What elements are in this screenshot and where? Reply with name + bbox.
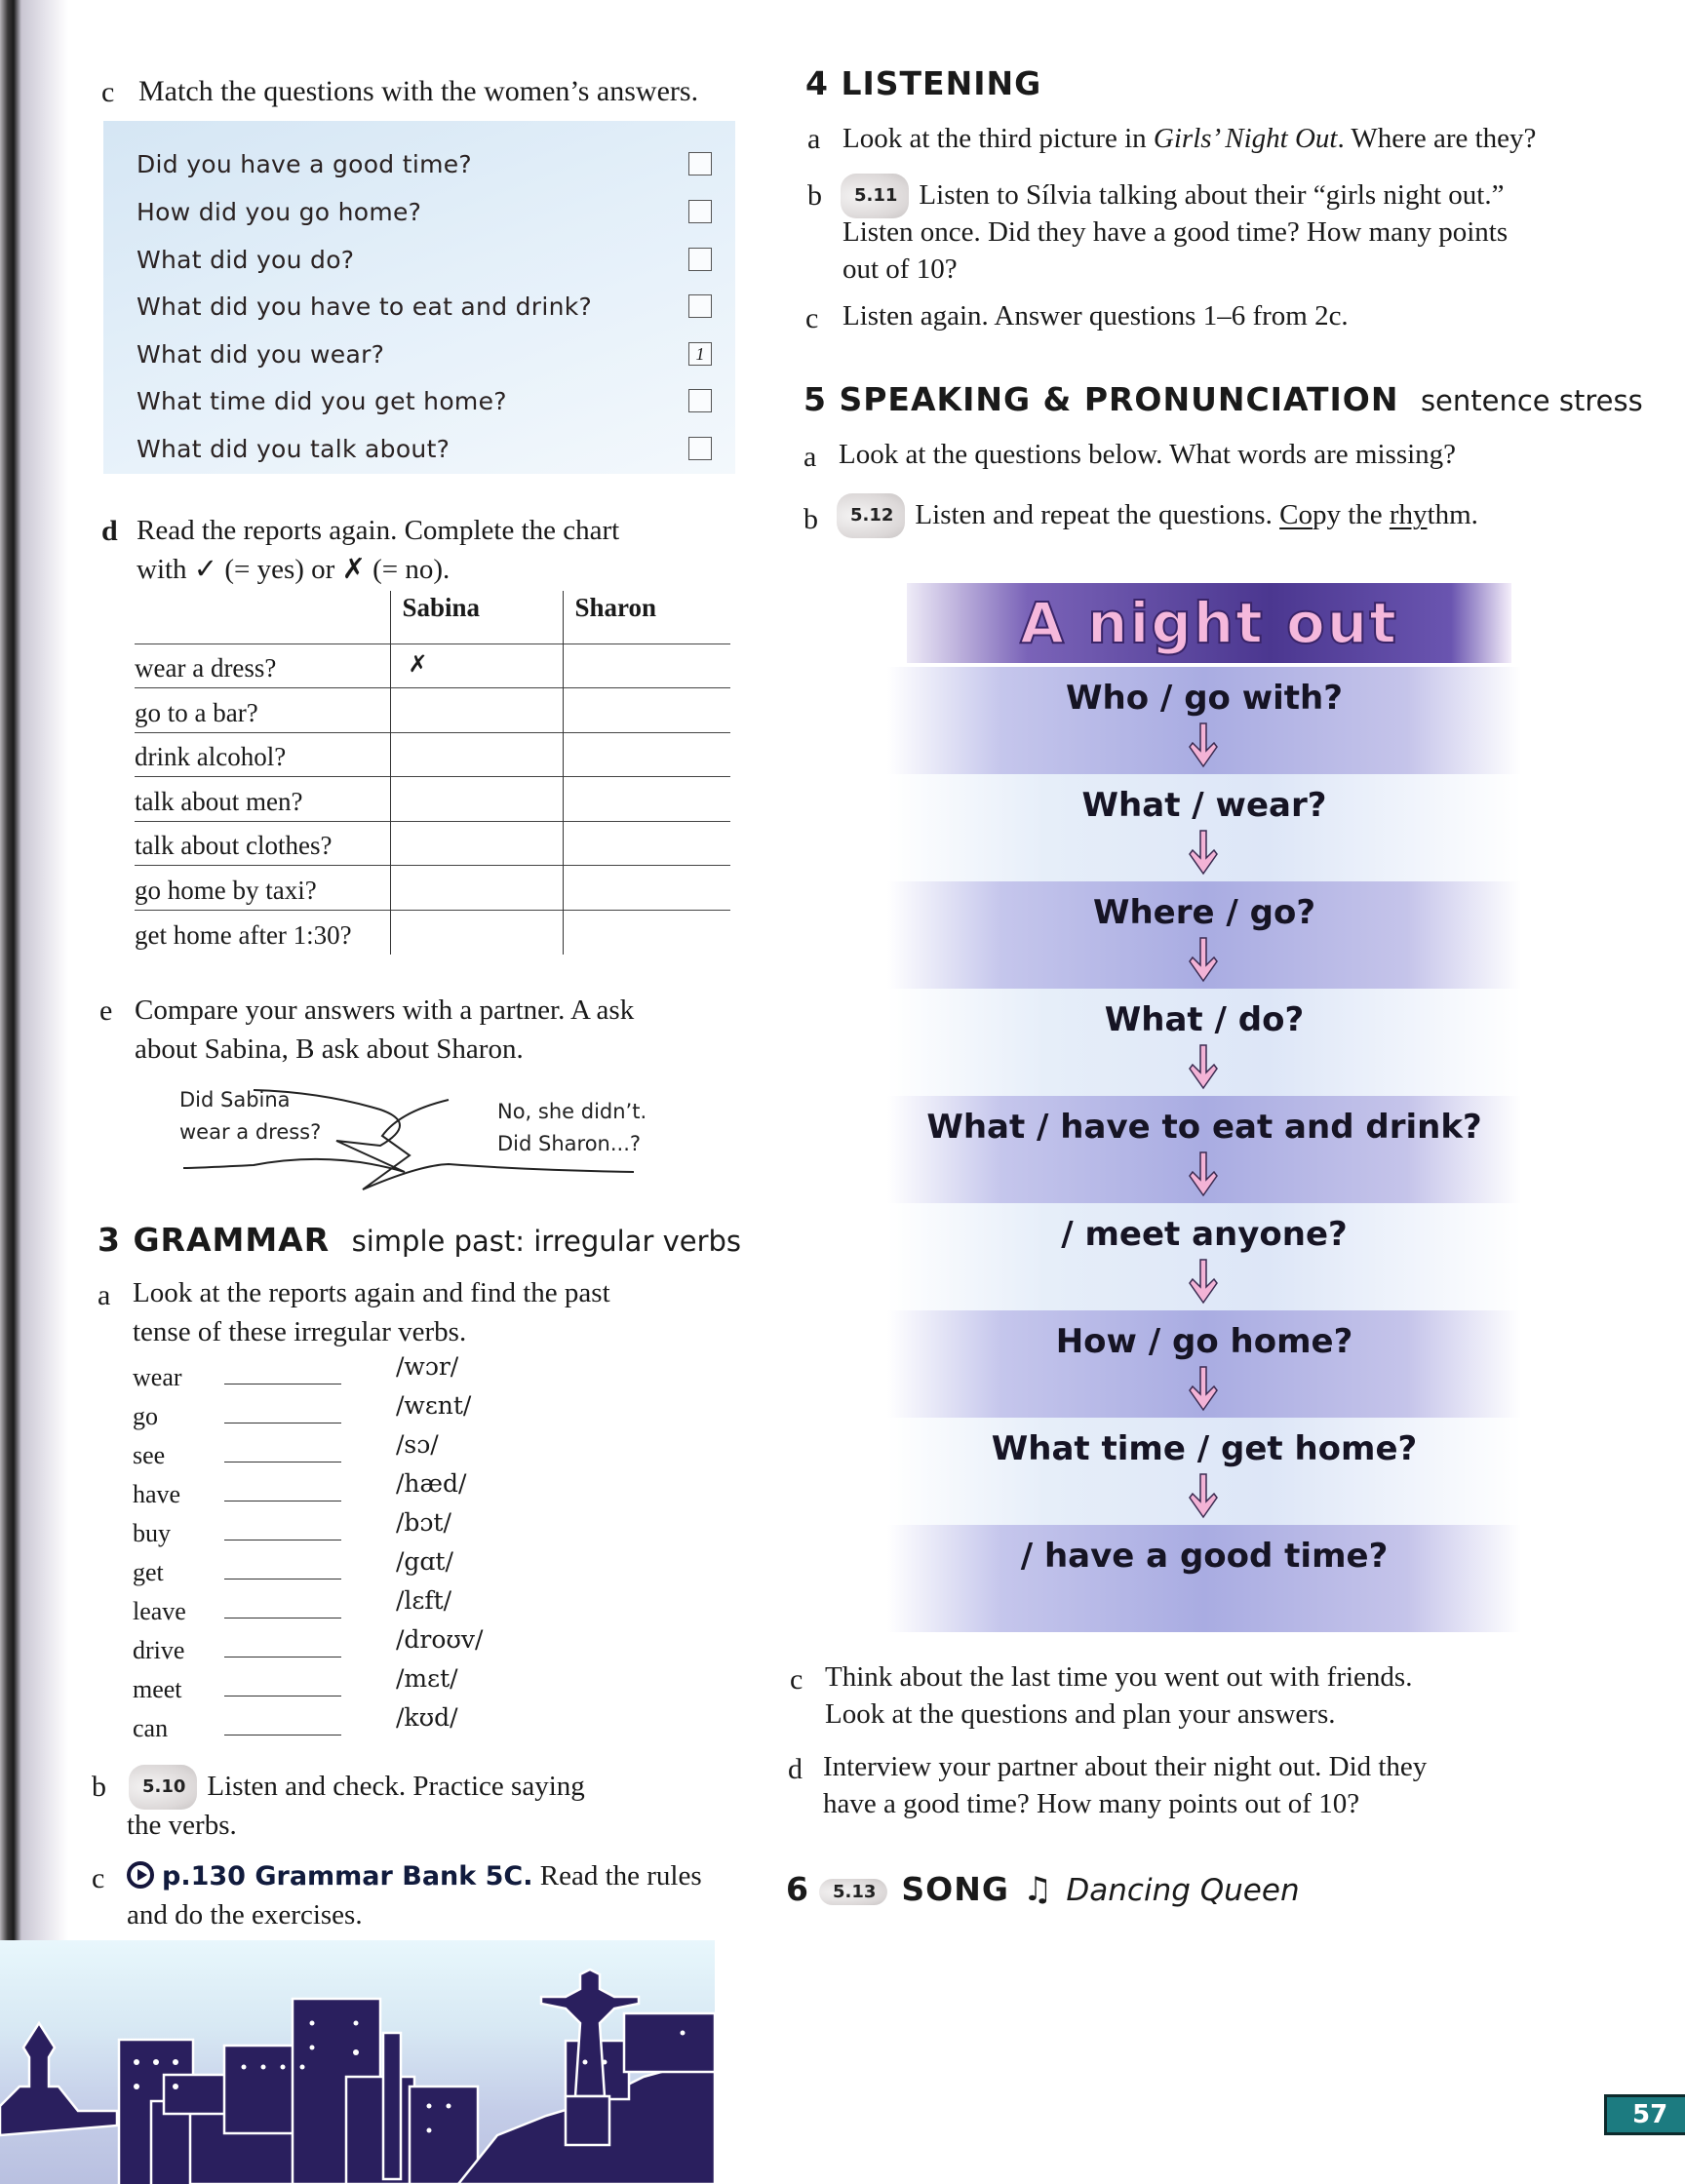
section-subtitle: simple past: irregular verbs bbox=[351, 1225, 742, 1258]
table-row bbox=[135, 644, 730, 688]
answer-line[interactable] bbox=[224, 1579, 341, 1580]
sabina-cell[interactable] bbox=[390, 732, 563, 777]
verb-base: go bbox=[133, 1402, 158, 1430]
section-number: 6 bbox=[786, 1870, 809, 1908]
row-label: go to a bar? bbox=[135, 688, 390, 733]
verb-ipa: /sɔ/ bbox=[396, 1430, 439, 1459]
instruction-3c-line1 bbox=[127, 1856, 702, 1896]
table-row bbox=[135, 777, 730, 822]
answer-box[interactable]: 1 bbox=[688, 342, 712, 366]
bubble-b-line1: No, she didn’t. bbox=[497, 1100, 647, 1123]
instruction-3a-line1: Look at the reports again and find the past bbox=[133, 1277, 610, 1308]
audio-track-badge[interactable]: 5.12 bbox=[837, 493, 905, 538]
answer-box[interactable] bbox=[688, 437, 712, 460]
verb-ipa: /lɛft/ bbox=[396, 1586, 452, 1615]
text: Look at the third picture in bbox=[842, 123, 1154, 154]
answer-line[interactable] bbox=[224, 1501, 341, 1502]
item-letter: e bbox=[99, 994, 113, 1027]
verb-row bbox=[133, 1548, 503, 1587]
prompt-question: What time / get home? bbox=[991, 1429, 1418, 1468]
match-row bbox=[137, 435, 712, 474]
prompt-question: Where / go? bbox=[1092, 893, 1316, 932]
instruction-5b bbox=[831, 493, 1478, 538]
bubble-a-line2: wear a dress? bbox=[179, 1120, 322, 1144]
match-question: What did you have to eat and drink? bbox=[137, 292, 593, 321]
sharon-cell[interactable] bbox=[563, 688, 730, 733]
instruction-2d-line1: Read the reports again. Complete the chart bbox=[137, 515, 620, 546]
section-title: GRAMMAR bbox=[133, 1221, 331, 1259]
instruction-5c-line1: Think about the last time you went out with friends. bbox=[825, 1661, 1413, 1693]
instruction-2c: Match the questions with the women’s answers. bbox=[138, 75, 699, 107]
prompt-question: How / go home? bbox=[1055, 1322, 1353, 1361]
chart-header-sabina: Sabina bbox=[390, 591, 563, 644]
panel-title: A night out bbox=[1020, 590, 1398, 656]
item-letter: b bbox=[803, 503, 818, 535]
prompt-question: What / do? bbox=[1104, 1000, 1305, 1039]
item-letter: c bbox=[790, 1663, 803, 1696]
page-number-badge: 57 bbox=[1604, 2094, 1685, 2135]
verb-ipa: /droʊv/ bbox=[396, 1625, 484, 1654]
section-heading bbox=[805, 64, 1041, 102]
sharon-cell[interactable] bbox=[563, 910, 730, 955]
music-note-icon: ♫ bbox=[1022, 1870, 1053, 1909]
item-letter: a bbox=[807, 123, 821, 155]
prompt-question: Who / go with? bbox=[1066, 679, 1343, 718]
section-title: SPEAKING & PRONUNCIATION bbox=[839, 380, 1399, 418]
section-heading bbox=[803, 380, 1643, 418]
arrow-down-icon bbox=[1189, 1043, 1218, 1092]
verb-ipa: /kʊd/ bbox=[396, 1703, 458, 1732]
book-spine-shadow bbox=[0, 0, 68, 2184]
verb-ipa: /bɔt/ bbox=[396, 1508, 451, 1537]
audio-track-badge[interactable]: 5.13 bbox=[819, 1879, 887, 1905]
section-number: 4 bbox=[805, 64, 829, 102]
instruction-5a: Look at the questions below. What words are missing? bbox=[839, 439, 1457, 470]
instruction-3b-line2: the verbs. bbox=[127, 1810, 237, 1841]
answer-line[interactable] bbox=[224, 1735, 341, 1736]
verb-ipa: /hæd/ bbox=[396, 1469, 467, 1498]
arrow-down-icon bbox=[1189, 1150, 1218, 1199]
match-row bbox=[137, 150, 712, 189]
sharon-cell[interactable] bbox=[563, 644, 730, 688]
verb-base: have bbox=[133, 1480, 181, 1508]
audio-track-badge[interactable]: 5.10 bbox=[129, 1765, 197, 1810]
match-row bbox=[137, 387, 712, 426]
sharon-cell[interactable] bbox=[563, 777, 730, 822]
verb-ipa: /wɔr/ bbox=[396, 1352, 459, 1381]
title-reference: Girls’ Night Out bbox=[1153, 123, 1338, 154]
arrow-down-icon bbox=[1189, 1258, 1218, 1306]
verb-base: meet bbox=[133, 1675, 182, 1703]
night-out-question-panel bbox=[887, 575, 1521, 1638]
table-row bbox=[135, 821, 730, 866]
chart-header-sharon: Sharon bbox=[563, 591, 730, 644]
prompt-question: / meet anyone? bbox=[1061, 1215, 1348, 1254]
text: thm. bbox=[1427, 499, 1478, 530]
section-title: LISTENING bbox=[841, 64, 1042, 102]
verb-row bbox=[133, 1353, 503, 1392]
verb-base: drive bbox=[133, 1636, 185, 1664]
verb-base: can bbox=[133, 1714, 169, 1742]
bubble-b-line2: Did Sharon...? bbox=[497, 1132, 642, 1155]
instruction-4c: Listen again. Answer questions 1–6 from 2c. bbox=[842, 300, 1349, 332]
verb-base: buy bbox=[133, 1519, 171, 1547]
city-skyline-illustration bbox=[0, 1940, 715, 2184]
verb-ipa: /mɛt/ bbox=[396, 1664, 458, 1693]
verb-row bbox=[133, 1509, 503, 1548]
answer-box[interactable] bbox=[688, 200, 712, 223]
section-heading bbox=[98, 1221, 741, 1259]
verb-row bbox=[133, 1392, 503, 1431]
row-label: wear a dress? bbox=[135, 644, 390, 688]
match-row bbox=[137, 198, 712, 237]
answer-box[interactable] bbox=[688, 248, 712, 271]
chart-header-blank bbox=[135, 591, 390, 644]
verb-row bbox=[133, 1587, 503, 1626]
verb-ipa: /gɑt/ bbox=[396, 1547, 453, 1576]
text: Listen and repeat the questions. bbox=[915, 499, 1280, 530]
item-letter: c bbox=[92, 1862, 105, 1894]
sharon-cell[interactable] bbox=[563, 866, 730, 911]
skyline-icon bbox=[0, 1940, 715, 2184]
answer-box[interactable] bbox=[688, 152, 712, 176]
answer-box[interactable] bbox=[688, 389, 712, 412]
row-label: get home after 1:30? bbox=[135, 910, 390, 955]
text: Listen to Sílvia talking about their “girls night out.” bbox=[919, 179, 1505, 211]
match-question: What did you wear? bbox=[137, 340, 385, 369]
instruction-3c-text: Read the rules bbox=[539, 1860, 702, 1892]
sabina-cell[interactable] bbox=[390, 866, 563, 911]
item-letter: d bbox=[101, 515, 118, 547]
chart-header-row bbox=[135, 591, 730, 644]
item-letter: b bbox=[807, 179, 822, 212]
verb-base: leave bbox=[133, 1597, 186, 1625]
section-6-song bbox=[786, 1870, 1300, 1909]
answer-line[interactable] bbox=[224, 1423, 341, 1424]
instruction-3a-line2: tense of these irregular verbs. bbox=[133, 1316, 467, 1347]
match-questions-box bbox=[103, 121, 735, 474]
instruction-5d-line1: Interview your partner about their night out. Did they bbox=[823, 1751, 1428, 1782]
instruction-3b-text: Listen and check. Practice saying bbox=[207, 1771, 585, 1802]
section-subtitle: sentence stress bbox=[1420, 384, 1643, 417]
table-row bbox=[135, 910, 730, 955]
verb-row bbox=[133, 1626, 503, 1665]
instruction-3c-line2: and do the exercises. bbox=[127, 1899, 363, 1930]
sabina-cell[interactable]: ✗ bbox=[390, 644, 563, 688]
match-question: What time did you get home? bbox=[137, 387, 507, 415]
item-letter: c bbox=[101, 76, 115, 108]
table-row bbox=[135, 688, 730, 733]
row-label: talk about men? bbox=[135, 777, 390, 822]
answer-line[interactable] bbox=[224, 1657, 341, 1658]
verb-base: see bbox=[133, 1441, 166, 1469]
item-letter: a bbox=[98, 1279, 111, 1311]
verb-row bbox=[133, 1665, 503, 1704]
verb-row bbox=[133, 1431, 503, 1470]
arrow-right-circle-icon bbox=[127, 1861, 154, 1889]
verb-base: wear bbox=[133, 1363, 182, 1391]
item-letter: b bbox=[92, 1771, 106, 1803]
match-question: How did you go home? bbox=[137, 198, 422, 226]
table-row bbox=[135, 866, 730, 911]
instruction-5d-line2: have a good time? How many points out of 10? bbox=[823, 1788, 1360, 1819]
sabina-cell[interactable] bbox=[390, 910, 563, 955]
section-number: 3 bbox=[98, 1221, 121, 1259]
match-question: What did you talk about? bbox=[137, 435, 451, 463]
stressed-syllable: Co bbox=[1279, 499, 1313, 530]
row-label: drink alcohol? bbox=[135, 732, 390, 777]
arrow-down-icon bbox=[1189, 722, 1218, 770]
verb-ipa: /wɛnt/ bbox=[396, 1391, 472, 1420]
verb-row bbox=[133, 1470, 503, 1509]
panel-title-banner bbox=[907, 583, 1511, 663]
instruction-3b-line1 bbox=[123, 1765, 585, 1810]
match-question: What did you do? bbox=[137, 246, 355, 274]
arrow-down-icon bbox=[1189, 936, 1218, 985]
prompt-question: What / have to eat and drink? bbox=[926, 1108, 1482, 1147]
grammar-bank-link[interactable]: p.130 Grammar Bank 5C. bbox=[162, 1861, 533, 1892]
bubble-a-line1: Did Sabina bbox=[179, 1088, 291, 1112]
prompt-question: What / wear? bbox=[1081, 786, 1327, 825]
sabina-sharon-chart bbox=[135, 591, 730, 955]
stressed-syllable: rhy bbox=[1389, 499, 1428, 530]
instruction-2e-line1: Compare your answers with a partner. A ask bbox=[135, 994, 635, 1026]
verb-row bbox=[133, 1704, 503, 1743]
match-row bbox=[137, 246, 712, 285]
item-letter: a bbox=[803, 441, 817, 473]
audio-track-badge[interactable]: 5.11 bbox=[841, 174, 909, 218]
text: py the bbox=[1312, 499, 1390, 530]
arrow-down-icon bbox=[1189, 1365, 1218, 1414]
instruction-4b-line3: out of 10? bbox=[842, 254, 958, 285]
sabina-cell[interactable] bbox=[390, 777, 563, 822]
match-row bbox=[137, 340, 712, 379]
instruction-4a bbox=[842, 119, 1536, 158]
sabina-cell[interactable] bbox=[390, 821, 563, 866]
sabina-cell[interactable] bbox=[390, 688, 563, 733]
text: . Where are they? bbox=[1337, 123, 1537, 154]
match-row bbox=[137, 292, 712, 332]
row-label: go home by taxi? bbox=[135, 866, 390, 911]
item-letter: c bbox=[805, 302, 819, 334]
instruction-4b-line2: Listen once. Did they have a good time? How many points bbox=[842, 216, 1509, 248]
row-label: talk about clothes? bbox=[135, 821, 390, 866]
verb-base: get bbox=[133, 1558, 164, 1586]
table-row bbox=[135, 732, 730, 777]
sharon-cell[interactable] bbox=[563, 821, 730, 866]
match-question: Did you have a good time? bbox=[137, 150, 472, 178]
instruction-2d-line2: with ✓ (= yes) or ✗ (= no). bbox=[137, 554, 451, 585]
answer-box[interactable] bbox=[688, 294, 712, 318]
arrow-down-icon bbox=[1189, 1472, 1218, 1521]
sharon-cell[interactable] bbox=[563, 732, 730, 777]
item-letter: d bbox=[788, 1753, 803, 1785]
section-title: SONG bbox=[901, 1870, 1009, 1908]
instruction-5c-line2: Look at the questions and plan your answers. bbox=[825, 1698, 1336, 1730]
prompt-question: / have a good time? bbox=[1020, 1537, 1389, 1576]
song-title: Dancing Queen bbox=[1066, 1873, 1300, 1908]
section-number: 5 bbox=[803, 380, 827, 418]
instruction-2e-line2: about Sabina, B ask about Sharon. bbox=[135, 1034, 524, 1065]
arrow-down-icon bbox=[1189, 829, 1218, 878]
question-band bbox=[887, 1525, 1521, 1632]
